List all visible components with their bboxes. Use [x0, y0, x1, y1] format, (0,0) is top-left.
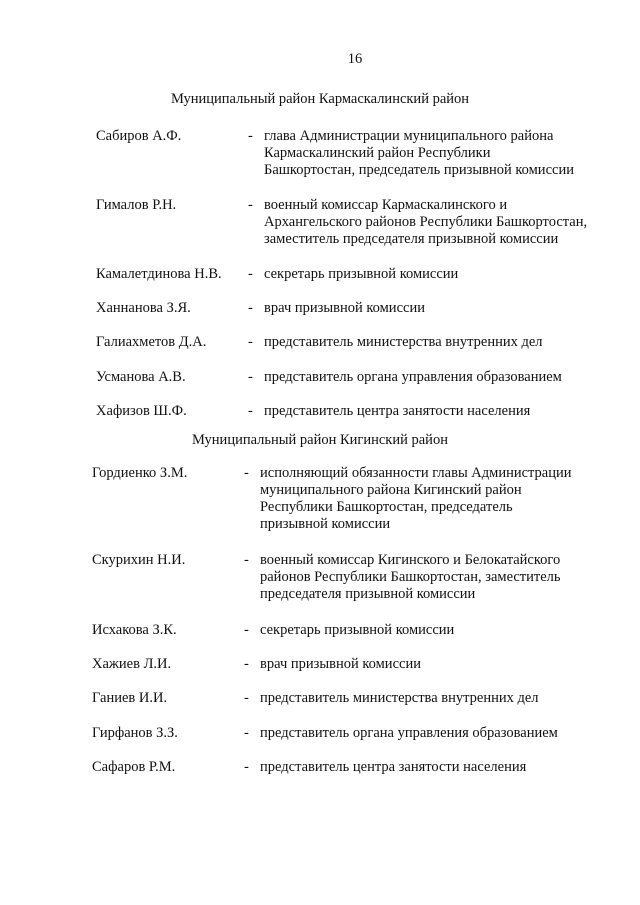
member-name: Гордиенко З.М.	[92, 465, 188, 481]
dash-separator: -	[244, 759, 249, 775]
role-line: исполняющий обязанности главы Администрации	[260, 465, 572, 481]
role-line: Архангельского районов Республики Башкортостан,	[264, 214, 588, 230]
role-line: представитель органа управления образованием	[264, 369, 562, 385]
member-role	[260, 656, 421, 673]
role-line: Кармаскалинский район Республики	[264, 145, 491, 161]
member-name: Камалетдинова Н.В.	[96, 266, 222, 282]
role-line: представитель центра занятости населения	[260, 759, 527, 775]
role-line: врач призывной комиссии	[260, 656, 421, 672]
member-name: Усманова А.В.	[96, 369, 186, 385]
member-role	[260, 759, 526, 776]
member-name: Хафизов Ш.Ф.	[96, 403, 187, 419]
member-role	[264, 128, 574, 179]
role-line: военный комиссар Кигинского и Белокатайского	[260, 552, 561, 568]
role-line: Башкортостан, председатель призывной комиссии	[264, 162, 574, 178]
role-line: заместитель председателя призывной комиссии	[264, 231, 559, 247]
dash-separator: -	[244, 690, 249, 706]
member-name: Скурихин Н.И.	[92, 552, 186, 568]
member-role	[260, 465, 572, 533]
dash-separator: -	[244, 656, 249, 672]
role-line: представитель центра занятости населения	[264, 403, 531, 419]
dash-separator: -	[244, 465, 249, 481]
dash-separator: -	[244, 552, 249, 568]
dash-separator: -	[248, 369, 253, 385]
member-role	[260, 725, 558, 742]
dash-separator: -	[244, 725, 249, 741]
member-name: Галиахметов Д.А.	[96, 334, 207, 350]
dash-separator: -	[248, 128, 253, 144]
member-role	[264, 300, 425, 317]
member-role	[264, 369, 562, 386]
dash-separator: -	[248, 266, 253, 282]
role-line: представитель министерства внутренних дел	[264, 334, 543, 350]
role-line: представитель органа управления образованием	[260, 725, 558, 741]
role-line: представитель министерства внутренних дел	[260, 690, 539, 706]
role-line: глава Администрации муниципального района	[264, 128, 554, 144]
member-role	[264, 403, 530, 420]
member-name: Хажиев Л.И.	[92, 656, 172, 672]
member-name: Гирфанов З.З.	[92, 725, 178, 741]
member-name: Ханнанова З.Я.	[96, 300, 191, 316]
dash-separator: -	[244, 622, 249, 638]
dash-separator: -	[248, 334, 253, 350]
member-role	[264, 197, 587, 248]
member-name: Гималов Р.Н.	[96, 197, 177, 213]
member-role	[260, 690, 539, 707]
dash-separator: -	[248, 300, 253, 316]
role-line: врач призывной комиссии	[264, 300, 425, 316]
section-heading: Муниципальный район Кармаскалинский район	[170, 91, 470, 107]
role-line: военный комиссар Кармаскалинского и	[264, 197, 508, 213]
member-role	[260, 622, 454, 639]
member-role	[264, 266, 458, 283]
page-number: 16	[347, 51, 363, 67]
dash-separator: -	[248, 403, 253, 419]
role-line: секретарь призывной комиссии	[260, 622, 455, 638]
role-line: призывной комиссии	[260, 516, 391, 532]
member-name: Сабиров А.Ф.	[96, 128, 182, 144]
role-line: секретарь призывной комиссии	[264, 266, 459, 282]
member-role	[264, 334, 543, 351]
member-name: Сафаров Р.М.	[92, 759, 176, 775]
section-heading: Муниципальный район Кигинский район	[192, 432, 448, 448]
role-line: районов Республики Башкортостан, заместитель	[260, 569, 561, 585]
member-name: Ганиев И.И.	[92, 690, 168, 706]
member-role	[260, 552, 561, 603]
role-line: Республики Башкортостан, председатель	[260, 499, 513, 515]
role-line: председателя призывной комиссии	[260, 586, 476, 602]
member-name: Исхакова З.К.	[92, 622, 177, 638]
dash-separator: -	[248, 197, 253, 213]
role-line: муниципального района Кигинский район	[260, 482, 522, 498]
